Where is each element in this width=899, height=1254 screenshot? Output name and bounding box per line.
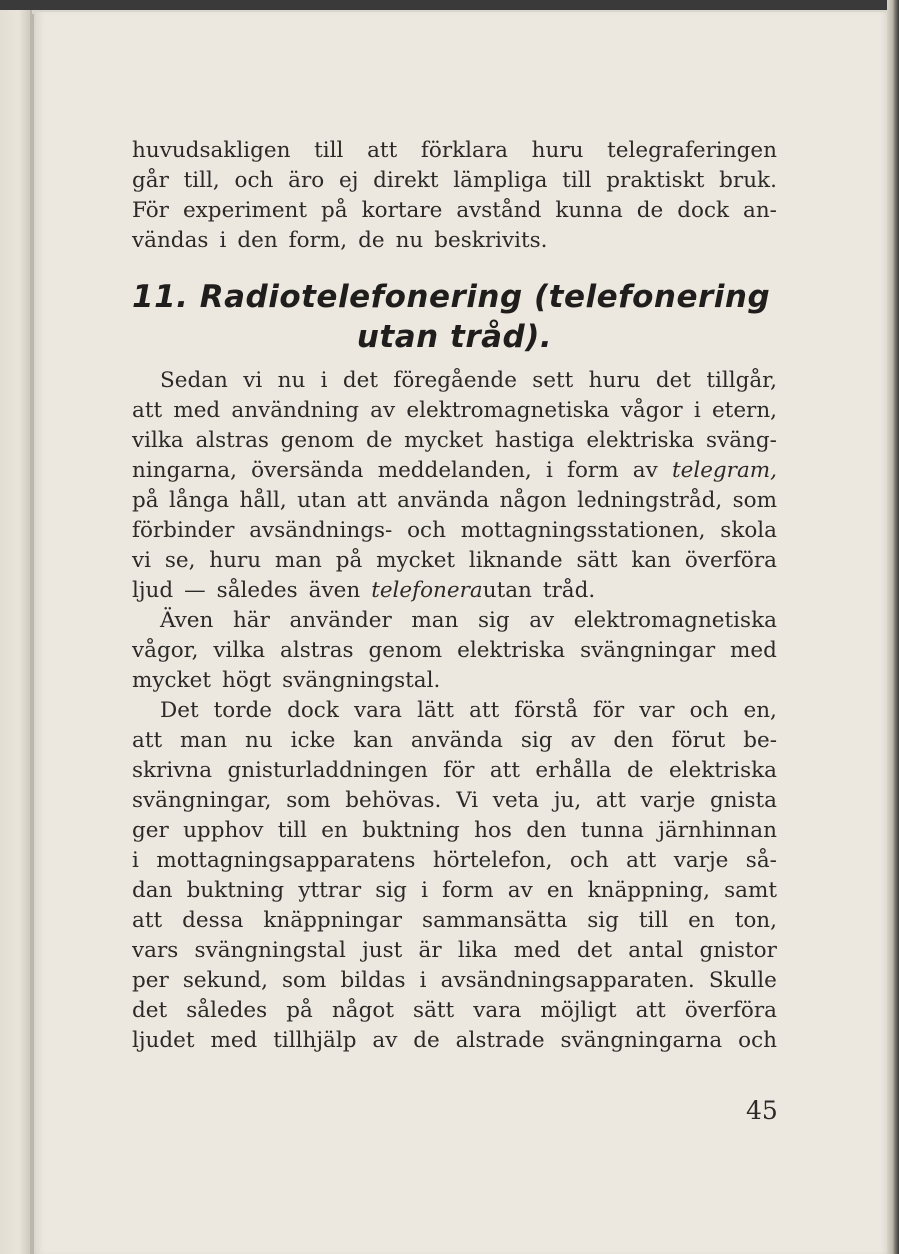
word: kan: [353, 728, 393, 753]
word: med: [173, 398, 221, 423]
word: och: [407, 518, 446, 543]
word: vilka: [213, 638, 266, 663]
word: dan: [132, 878, 173, 903]
word: beskrivits.: [434, 228, 548, 253]
word: veta: [492, 788, 540, 813]
word: elektriska: [457, 638, 566, 663]
paragraph-3: [132, 696, 777, 1056]
page-number: 45: [746, 1096, 778, 1125]
text-line: [132, 696, 777, 726]
word: form: [567, 458, 619, 483]
text-line: [132, 576, 777, 606]
word: se,: [164, 548, 196, 573]
word: och: [569, 848, 609, 873]
word: mycket: [132, 668, 211, 693]
word: elektromagnetiska: [406, 398, 610, 423]
word: som: [282, 968, 327, 993]
text-line: [132, 426, 777, 456]
word: just: [362, 938, 403, 963]
word: till: [562, 168, 592, 193]
word: för: [443, 758, 475, 783]
word: buktning: [362, 818, 460, 843]
word: huru: [531, 138, 584, 163]
word: ger: [132, 818, 169, 843]
word: liknande: [468, 548, 563, 573]
paragraph-intro: [132, 136, 777, 256]
word: direkt: [373, 168, 439, 193]
word: i: [219, 228, 227, 253]
word: att: [367, 138, 398, 163]
word: samt: [724, 878, 777, 903]
word: tråd.: [542, 578, 596, 603]
word: kunna: [555, 198, 623, 223]
word: Skulle: [708, 968, 777, 993]
word: telefonera: [371, 578, 483, 603]
word: på: [286, 998, 313, 1023]
word: att: [356, 488, 387, 513]
word: praktiskt: [606, 168, 705, 193]
text-line: [132, 966, 777, 996]
text-line: [132, 516, 777, 546]
text-line: [132, 196, 777, 226]
text-line: [132, 816, 777, 846]
word: till: [314, 138, 344, 163]
word: avsändnings-: [249, 518, 393, 543]
text-line: [132, 756, 777, 786]
text-line: [132, 396, 777, 426]
word: buktning: [186, 878, 285, 903]
word: förbinder: [132, 518, 235, 543]
word: yttrar: [298, 878, 362, 903]
word: huru: [209, 548, 262, 573]
word: huvudsakligen: [132, 138, 291, 163]
word: mottagningsapparatens: [156, 848, 416, 873]
word: För: [132, 198, 169, 223]
word: antal: [628, 938, 684, 963]
word: etern,: [711, 398, 777, 423]
word: man: [411, 608, 459, 633]
word: vars: [132, 938, 179, 963]
word: vändas: [132, 228, 209, 253]
word: huru: [588, 368, 641, 393]
word: elektromagnetiska: [573, 608, 777, 633]
word: sett: [532, 368, 574, 393]
word: icke: [290, 728, 336, 753]
paragraph-2: [132, 606, 777, 696]
text-line: [132, 996, 777, 1026]
word: sig: [587, 908, 619, 933]
word: använda: [410, 728, 503, 753]
word: skola: [720, 518, 777, 543]
word: även: [308, 578, 361, 603]
word: alstrade: [455, 1028, 545, 1053]
word: att: [635, 998, 666, 1023]
word: något: [331, 998, 394, 1023]
word: lätt: [417, 698, 455, 723]
word: Det: [160, 698, 199, 723]
word: att: [132, 398, 163, 423]
word: sig: [375, 878, 407, 903]
word: gnistor: [699, 938, 777, 963]
word: Vi: [456, 788, 479, 813]
word: bruk.: [719, 168, 777, 193]
word: en: [688, 908, 715, 933]
word: att: [469, 698, 500, 723]
word: som: [732, 488, 777, 513]
word: möjligt: [540, 998, 617, 1023]
word: och: [738, 1028, 777, 1053]
word: användning: [231, 398, 359, 423]
word: använder: [289, 608, 392, 633]
word: avstånd: [456, 198, 542, 223]
word: förstå: [514, 698, 578, 723]
word: högt: [221, 668, 272, 693]
word: den: [613, 728, 654, 753]
word: nu: [245, 728, 273, 753]
word: dock: [677, 198, 730, 223]
word: svängningar: [580, 638, 716, 663]
text-line: [132, 936, 777, 966]
word: vågor: [620, 398, 683, 423]
word: varje: [640, 788, 696, 813]
word: avsändningsapparaten.: [440, 968, 695, 993]
word: av: [370, 398, 396, 423]
text-line: [132, 666, 777, 696]
word: på: [335, 548, 363, 573]
word: en: [546, 878, 574, 903]
word: gnisturladdningen: [227, 758, 428, 783]
word: att: [132, 728, 163, 753]
section-heading-line-2: utan tråd).: [356, 319, 553, 355]
word: mycket: [376, 548, 456, 573]
word: till: [638, 908, 669, 933]
word: de: [365, 428, 393, 453]
word: tunna: [580, 818, 644, 843]
text-line: [132, 906, 777, 936]
word: ljud: [132, 578, 174, 603]
word: sig: [477, 608, 510, 633]
word: Även: [160, 608, 214, 633]
word: föregående: [393, 368, 517, 393]
word: torde: [213, 698, 273, 723]
word: meddelanden,: [377, 458, 532, 483]
word: experiment: [182, 198, 308, 223]
word: det: [576, 938, 613, 963]
word: i: [693, 398, 701, 423]
word: av: [570, 728, 596, 753]
text-line: [132, 786, 777, 816]
word: med: [513, 938, 561, 963]
text-line: [132, 546, 777, 576]
word: vara: [473, 998, 522, 1023]
word: kortare: [361, 198, 443, 223]
word: och: [689, 698, 729, 723]
word: knäppning,: [587, 878, 710, 903]
word: till,: [183, 168, 220, 193]
word: man: [274, 548, 322, 573]
word: går: [132, 168, 169, 193]
word: vågor,: [132, 638, 199, 663]
word: den: [526, 818, 567, 843]
word: telegraferingen: [607, 138, 777, 163]
previous-page-edge: [0, 10, 32, 1254]
word: elektriska: [586, 428, 695, 453]
word: i: [421, 878, 428, 903]
word: att: [489, 758, 520, 783]
word: i: [545, 458, 553, 483]
word: att: [132, 908, 163, 933]
text-line: [132, 1026, 777, 1056]
text-line: [132, 726, 777, 756]
section-heading: [132, 278, 777, 316]
word: kan: [631, 548, 672, 573]
word: överföra: [684, 998, 777, 1023]
word: att: [626, 848, 657, 873]
word: tillgår,: [706, 368, 777, 393]
word: be-: [743, 728, 777, 753]
word: lämpliga: [453, 168, 548, 193]
word: bildas: [340, 968, 406, 993]
word: ledningstråd,: [577, 488, 723, 513]
word: man: [180, 728, 228, 753]
word: av: [529, 608, 555, 633]
word: här: [232, 608, 270, 633]
word: varje: [673, 848, 729, 873]
word: telegram,: [671, 458, 777, 483]
text-line: [132, 606, 777, 636]
word: vi: [132, 548, 152, 573]
word: med: [730, 638, 777, 663]
word: att: [595, 788, 626, 813]
word: hastiga: [494, 428, 575, 453]
word: hörtelefon,: [432, 848, 553, 873]
text-line: [132, 166, 777, 196]
word: och: [234, 168, 274, 193]
word: form: [442, 878, 494, 903]
word: använda: [397, 488, 490, 513]
word: överföra: [684, 548, 777, 573]
word: svängningarna: [560, 1028, 723, 1053]
text-line: [132, 636, 777, 666]
word: utan: [482, 578, 532, 603]
word: lika: [457, 938, 498, 963]
word: översända: [251, 458, 364, 483]
word: sätt: [413, 998, 455, 1023]
word: utan: [297, 488, 347, 513]
word: genom: [280, 428, 355, 453]
word: form,: [288, 228, 348, 253]
word: av: [372, 1028, 398, 1053]
word: någon: [499, 488, 567, 513]
word: ljudet: [132, 1028, 195, 1053]
word: sväng-: [706, 428, 777, 453]
word: således: [216, 578, 298, 603]
word: vara: [353, 698, 402, 723]
word: de: [627, 758, 654, 783]
word: förut: [671, 728, 726, 753]
word: till: [277, 818, 307, 843]
word: ton,: [734, 908, 777, 933]
word: dessa: [182, 908, 244, 933]
text-line: [132, 876, 777, 906]
word: i: [132, 848, 139, 873]
word: sekund,: [182, 968, 268, 993]
word: de: [413, 1028, 440, 1053]
text-line: [132, 486, 777, 516]
word: av: [632, 458, 658, 483]
word: den: [237, 228, 278, 253]
word: elektriska: [668, 758, 777, 783]
word: det: [132, 998, 168, 1023]
word: äro: [288, 168, 325, 193]
page-text: [132, 136, 777, 1056]
word: av: [507, 878, 533, 903]
word: sig: [520, 728, 553, 753]
word: tillhjälp: [273, 1028, 357, 1053]
word: en,: [743, 698, 777, 723]
word: mycket: [404, 428, 484, 453]
word: gnista: [709, 788, 777, 813]
text-line: [132, 846, 777, 876]
word: Sedan: [160, 368, 228, 393]
word: en: [321, 818, 348, 843]
text-line: [132, 226, 777, 256]
word: långa: [168, 488, 230, 513]
section-heading-continued: [132, 318, 777, 356]
word: förklara: [420, 138, 508, 163]
word: mottagningsstationen,: [460, 518, 706, 543]
word: per: [132, 968, 169, 993]
word: var: [639, 698, 675, 723]
word: ej: [338, 168, 359, 193]
word: nu: [395, 228, 424, 253]
word: som: [286, 788, 331, 813]
word: ju,: [553, 788, 582, 813]
word: de: [358, 228, 385, 253]
word: dock: [287, 698, 339, 723]
text-line: [132, 456, 777, 486]
section-heading-line-1: 11. Radiotelefonering (telefonering: [132, 279, 771, 315]
word: —: [184, 578, 206, 603]
word: de: [636, 198, 664, 223]
word: vi: [243, 368, 263, 393]
word: för: [593, 698, 625, 723]
word: svängningar,: [132, 788, 272, 813]
word: det: [342, 368, 379, 393]
word: vilka: [132, 428, 184, 453]
word: an-: [743, 198, 777, 223]
text-line: [132, 136, 777, 166]
word: järnhinnan: [658, 818, 777, 843]
word: svängningstal.: [282, 668, 441, 693]
word: alstras: [195, 428, 269, 453]
word: erhålla: [535, 758, 612, 783]
word: behövas.: [345, 788, 442, 813]
word: i: [320, 368, 328, 393]
word: i: [419, 968, 427, 993]
word: det: [655, 368, 691, 393]
word: upphov: [183, 818, 264, 843]
word: hos: [474, 818, 512, 843]
word: ningarna,: [132, 458, 237, 483]
word: sätt: [576, 548, 618, 573]
word: med: [210, 1028, 258, 1053]
word: på: [132, 488, 159, 513]
book-page: [34, 12, 887, 1254]
word: skrivna: [132, 758, 213, 783]
word: så-: [745, 848, 777, 873]
word: genom: [368, 638, 443, 663]
word: knäppningar: [263, 908, 403, 933]
word: således: [186, 998, 268, 1023]
word: är: [418, 938, 442, 963]
word: alstras: [280, 638, 354, 663]
word: på: [321, 198, 348, 223]
book-edge: [887, 0, 899, 1254]
word: svängningstal: [194, 938, 346, 963]
word: sammansätta: [422, 908, 568, 933]
paragraph-1: [132, 366, 777, 606]
text-line: [132, 366, 777, 396]
word: håll,: [239, 488, 287, 513]
word: nu: [277, 368, 306, 393]
